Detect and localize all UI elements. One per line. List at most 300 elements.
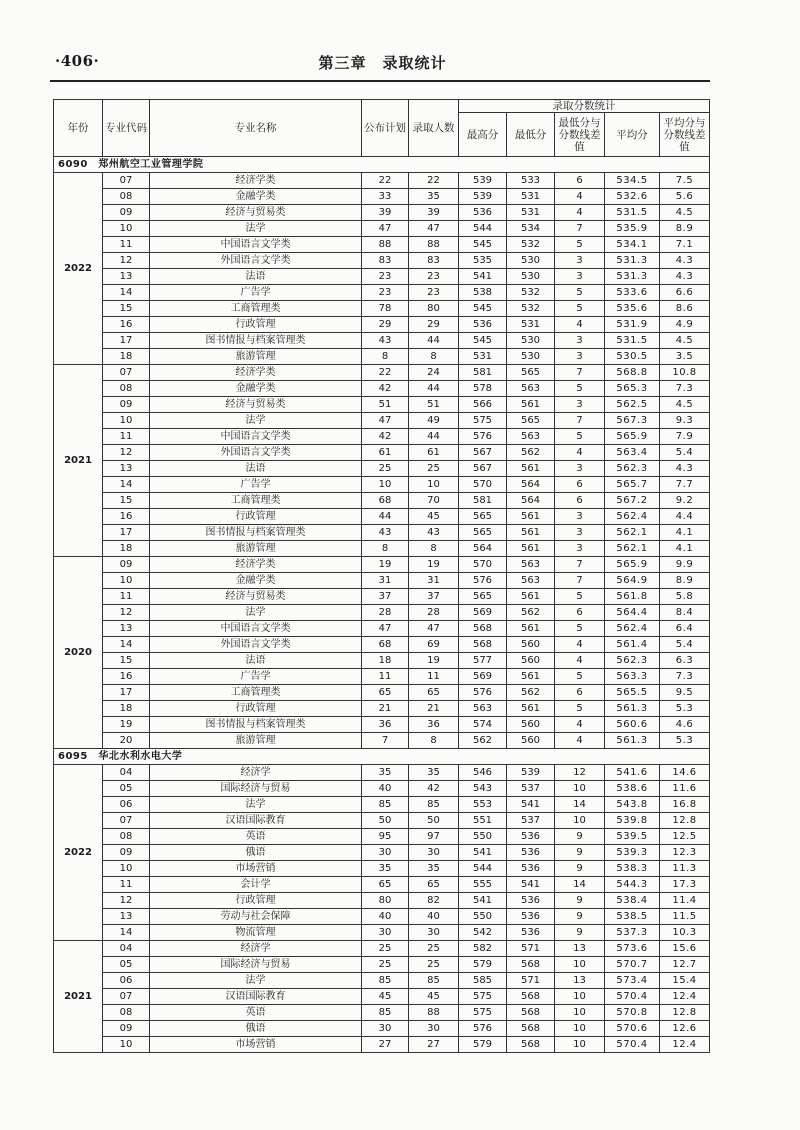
- admitted-cell: 85: [409, 797, 459, 813]
- mindiff-cell: 3: [555, 509, 605, 525]
- diff-cell: 7.5: [660, 173, 710, 189]
- table-body: [54, 157, 710, 1053]
- plan-cell: 11: [362, 669, 409, 685]
- avg-cell: 567.2: [605, 493, 660, 509]
- min-cell: 561: [507, 397, 555, 413]
- code-cell: 14: [103, 285, 150, 301]
- max-cell: 582: [459, 941, 507, 957]
- name-cell: 劳动与社会保障: [150, 909, 362, 925]
- diff-cell: 4.1: [660, 541, 710, 557]
- min-cell: 563: [507, 573, 555, 589]
- code-cell: 07: [103, 813, 150, 829]
- code-cell: 12: [103, 445, 150, 461]
- table-row: [54, 653, 710, 669]
- table-row: [54, 909, 710, 925]
- mindiff-cell: 7: [555, 365, 605, 381]
- avg-cell: 539.3: [605, 845, 660, 861]
- admitted-cell: 27: [409, 1037, 459, 1053]
- code-cell: 10: [103, 573, 150, 589]
- avg-cell: 531.3: [605, 269, 660, 285]
- max-cell: 575: [459, 989, 507, 1005]
- name-cell: 经济学类: [150, 365, 362, 381]
- header-min-diff: 最低分与分数线差值: [555, 113, 605, 157]
- avg-cell: 562.3: [605, 653, 660, 669]
- min-cell: 565: [507, 365, 555, 381]
- min-cell: 561: [507, 525, 555, 541]
- code-cell: 15: [103, 301, 150, 317]
- max-cell: 564: [459, 541, 507, 557]
- avg-cell: 562.1: [605, 525, 660, 541]
- admitted-cell: 88: [409, 237, 459, 253]
- name-cell: 图书情报与档案管理类: [150, 717, 362, 733]
- code-cell: 07: [103, 173, 150, 189]
- code-cell: 07: [103, 989, 150, 1005]
- diff-cell: 7.3: [660, 381, 710, 397]
- code-cell: 12: [103, 605, 150, 621]
- table-row: [54, 877, 710, 893]
- table-row: [54, 253, 710, 269]
- avg-cell: 560.6: [605, 717, 660, 733]
- admitted-cell: 36: [409, 717, 459, 733]
- admitted-cell: 8: [409, 733, 459, 749]
- name-cell: 中国语言文学类: [150, 237, 362, 253]
- min-cell: 536: [507, 925, 555, 941]
- max-cell: 538: [459, 285, 507, 301]
- avg-cell: 539.5: [605, 829, 660, 845]
- plan-cell: 47: [362, 621, 409, 637]
- diff-cell: 5.3: [660, 701, 710, 717]
- min-cell: 530: [507, 253, 555, 269]
- name-cell: 中国语言文学类: [150, 429, 362, 445]
- avg-cell: 537.3: [605, 925, 660, 941]
- code-cell: 14: [103, 477, 150, 493]
- max-cell: 581: [459, 365, 507, 381]
- avg-cell: 562.5: [605, 397, 660, 413]
- table-row: [54, 1005, 710, 1021]
- avg-cell: 530.5: [605, 349, 660, 365]
- avg-cell: 541.6: [605, 765, 660, 781]
- table-row: [54, 397, 710, 413]
- max-cell: 545: [459, 301, 507, 317]
- name-cell: 市场营销: [150, 1037, 362, 1053]
- max-cell: 568: [459, 637, 507, 653]
- avg-cell: 567.3: [605, 413, 660, 429]
- name-cell: 汉语国际教育: [150, 989, 362, 1005]
- plan-cell: 25: [362, 941, 409, 957]
- max-cell: 550: [459, 829, 507, 845]
- code-cell: 18: [103, 349, 150, 365]
- admitted-cell: 47: [409, 621, 459, 637]
- name-cell: 汉语国际教育: [150, 813, 362, 829]
- avg-cell: 533.6: [605, 285, 660, 301]
- name-cell: 广告学: [150, 669, 362, 685]
- header-code: 专业代码: [103, 100, 150, 157]
- min-cell: 532: [507, 301, 555, 317]
- diff-cell: 12.4: [660, 1037, 710, 1053]
- min-cell: 561: [507, 669, 555, 685]
- plan-cell: 36: [362, 717, 409, 733]
- name-cell: 法语: [150, 269, 362, 285]
- admitted-cell: 30: [409, 1021, 459, 1037]
- max-cell: 574: [459, 717, 507, 733]
- plan-cell: 88: [362, 237, 409, 253]
- table-row: [54, 1037, 710, 1053]
- plan-cell: 40: [362, 909, 409, 925]
- min-cell: 561: [507, 701, 555, 717]
- plan-cell: 47: [362, 221, 409, 237]
- mindiff-cell: 10: [555, 1005, 605, 1021]
- max-cell: 539: [459, 189, 507, 205]
- max-cell: 536: [459, 205, 507, 221]
- table-row: [54, 621, 710, 637]
- min-cell: 568: [507, 1005, 555, 1021]
- mindiff-cell: 6: [555, 493, 605, 509]
- name-cell: 市场营销: [150, 861, 362, 877]
- admission-stats-table: [53, 99, 710, 1053]
- name-cell: 行政管理: [150, 893, 362, 909]
- admitted-cell: 37: [409, 589, 459, 605]
- code-cell: 13: [103, 909, 150, 925]
- name-cell: 法学: [150, 605, 362, 621]
- admitted-cell: 44: [409, 381, 459, 397]
- avg-cell: 563.4: [605, 445, 660, 461]
- mindiff-cell: 9: [555, 893, 605, 909]
- table-row: [54, 957, 710, 973]
- avg-cell: 570.8: [605, 1005, 660, 1021]
- diff-cell: 9.3: [660, 413, 710, 429]
- code-cell: 05: [103, 957, 150, 973]
- name-cell: 工商管理类: [150, 493, 362, 509]
- name-cell: 物流管理: [150, 925, 362, 941]
- max-cell: 545: [459, 237, 507, 253]
- admitted-cell: 69: [409, 637, 459, 653]
- max-cell: 562: [459, 733, 507, 749]
- code-cell: 16: [103, 669, 150, 685]
- diff-cell: 11.6: [660, 781, 710, 797]
- avg-cell: 531.5: [605, 205, 660, 221]
- avg-cell: 562.4: [605, 621, 660, 637]
- admitted-cell: 44: [409, 429, 459, 445]
- min-cell: 533: [507, 173, 555, 189]
- admitted-cell: 44: [409, 333, 459, 349]
- plan-cell: 85: [362, 1005, 409, 1021]
- admitted-cell: 49: [409, 413, 459, 429]
- name-cell: 法学: [150, 413, 362, 429]
- admitted-cell: 28: [409, 605, 459, 621]
- diff-cell: 9.2: [660, 493, 710, 509]
- mindiff-cell: 6: [555, 173, 605, 189]
- diff-cell: 7.3: [660, 669, 710, 685]
- max-cell: 546: [459, 765, 507, 781]
- max-cell: 550: [459, 909, 507, 925]
- avg-cell: 531.9: [605, 317, 660, 333]
- admitted-cell: 88: [409, 1005, 459, 1021]
- mindiff-cell: 4: [555, 637, 605, 653]
- min-cell: 568: [507, 957, 555, 973]
- mindiff-cell: 4: [555, 445, 605, 461]
- admitted-cell: 19: [409, 557, 459, 573]
- avg-cell: 543.8: [605, 797, 660, 813]
- chapter-title: 第三章 录取统计: [318, 54, 447, 72]
- plan-cell: 30: [362, 845, 409, 861]
- mindiff-cell: 3: [555, 397, 605, 413]
- admitted-cell: 31: [409, 573, 459, 589]
- name-cell: 法学: [150, 221, 362, 237]
- code-cell: 10: [103, 221, 150, 237]
- table-row: [54, 301, 710, 317]
- diff-cell: 6.4: [660, 621, 710, 637]
- table-row: [54, 381, 710, 397]
- min-cell: 571: [507, 941, 555, 957]
- name-cell: 工商管理类: [150, 301, 362, 317]
- min-cell: 561: [507, 461, 555, 477]
- table-row: [54, 669, 710, 685]
- admitted-cell: 39: [409, 205, 459, 221]
- plan-cell: 39: [362, 205, 409, 221]
- table-row: [54, 269, 710, 285]
- mindiff-cell: 3: [555, 269, 605, 285]
- avg-cell: 531.5: [605, 333, 660, 349]
- year-cell: 2021: [54, 941, 103, 1053]
- table-row: [54, 349, 710, 365]
- year-cell: 2021: [54, 365, 103, 557]
- admitted-cell: 22: [409, 173, 459, 189]
- code-cell: 11: [103, 877, 150, 893]
- diff-cell: 12.7: [660, 957, 710, 973]
- diff-cell: 8.4: [660, 605, 710, 621]
- admitted-cell: 25: [409, 461, 459, 477]
- max-cell: 576: [459, 573, 507, 589]
- diff-cell: 10.8: [660, 365, 710, 381]
- header-avg-diff: 平均分与分数线差值: [660, 113, 710, 157]
- diff-cell: 8.6: [660, 301, 710, 317]
- table-row: [54, 973, 710, 989]
- avg-cell: 565.7: [605, 477, 660, 493]
- mindiff-cell: 13: [555, 941, 605, 957]
- year-cell: 2020: [54, 557, 103, 749]
- admitted-cell: 85: [409, 973, 459, 989]
- name-cell: 广告学: [150, 285, 362, 301]
- diff-cell: 3.5: [660, 349, 710, 365]
- code-cell: 08: [103, 189, 150, 205]
- admitted-cell: 25: [409, 941, 459, 957]
- code-cell: 17: [103, 333, 150, 349]
- admitted-cell: 11: [409, 669, 459, 685]
- mindiff-cell: 6: [555, 477, 605, 493]
- table-row: [54, 317, 710, 333]
- admitted-cell: 23: [409, 285, 459, 301]
- admitted-cell: 47: [409, 221, 459, 237]
- mindiff-cell: 3: [555, 461, 605, 477]
- mindiff-cell: 9: [555, 829, 605, 845]
- table-row: [54, 445, 710, 461]
- code-cell: 07: [103, 365, 150, 381]
- diff-cell: 4.3: [660, 253, 710, 269]
- code-cell: 08: [103, 381, 150, 397]
- mindiff-cell: 5: [555, 301, 605, 317]
- avg-cell: 532.6: [605, 189, 660, 205]
- mindiff-cell: 4: [555, 189, 605, 205]
- diff-cell: 5.6: [660, 189, 710, 205]
- table-row: [54, 557, 710, 573]
- max-cell: 570: [459, 477, 507, 493]
- mindiff-cell: 6: [555, 605, 605, 621]
- admitted-cell: 8: [409, 349, 459, 365]
- name-cell: 英语: [150, 829, 362, 845]
- name-cell: 英语: [150, 1005, 362, 1021]
- code-cell: 11: [103, 589, 150, 605]
- avg-cell: 573.4: [605, 973, 660, 989]
- admitted-cell: 35: [409, 765, 459, 781]
- diff-cell: 11.4: [660, 893, 710, 909]
- avg-cell: 538.3: [605, 861, 660, 877]
- admitted-cell: 21: [409, 701, 459, 717]
- mindiff-cell: 4: [555, 733, 605, 749]
- table-row: [54, 829, 710, 845]
- avg-cell: 534.1: [605, 237, 660, 253]
- table-row: [54, 525, 710, 541]
- name-cell: 旅游管理: [150, 733, 362, 749]
- avg-cell: 535.9: [605, 221, 660, 237]
- avg-cell: 565.3: [605, 381, 660, 397]
- min-cell: 530: [507, 333, 555, 349]
- plan-cell: 43: [362, 525, 409, 541]
- max-cell: 541: [459, 269, 507, 285]
- code-cell: 04: [103, 765, 150, 781]
- plan-cell: 27: [362, 1037, 409, 1053]
- min-cell: 568: [507, 1037, 555, 1053]
- code-cell: 13: [103, 621, 150, 637]
- mindiff-cell: 4: [555, 653, 605, 669]
- plan-cell: 83: [362, 253, 409, 269]
- diff-cell: 10.3: [660, 925, 710, 941]
- code-cell: 06: [103, 973, 150, 989]
- admitted-cell: 30: [409, 845, 459, 861]
- mindiff-cell: 5: [555, 669, 605, 685]
- table-row: [54, 509, 710, 525]
- max-cell: 567: [459, 445, 507, 461]
- diff-cell: 5.3: [660, 733, 710, 749]
- min-cell: 536: [507, 893, 555, 909]
- name-cell: 会计学: [150, 877, 362, 893]
- code-cell: 15: [103, 493, 150, 509]
- admitted-cell: 45: [409, 509, 459, 525]
- mindiff-cell: 10: [555, 1037, 605, 1053]
- avg-cell: 570.4: [605, 989, 660, 1005]
- plan-cell: 8: [362, 541, 409, 557]
- min-cell: 531: [507, 189, 555, 205]
- mindiff-cell: 10: [555, 813, 605, 829]
- code-cell: 09: [103, 1021, 150, 1037]
- diff-cell: 11.5: [660, 909, 710, 925]
- name-cell: 工商管理类: [150, 685, 362, 701]
- name-cell: 金融学类: [150, 381, 362, 397]
- table-row: [54, 797, 710, 813]
- plan-cell: 43: [362, 333, 409, 349]
- max-cell: 544: [459, 221, 507, 237]
- diff-cell: 4.5: [660, 205, 710, 221]
- min-cell: 537: [507, 781, 555, 797]
- diff-cell: 7.9: [660, 429, 710, 445]
- diff-cell: 4.5: [660, 397, 710, 413]
- plan-cell: 51: [362, 397, 409, 413]
- university-label: 6095 华北水利水电大学: [54, 749, 710, 765]
- admitted-cell: 45: [409, 989, 459, 1005]
- page-number: ·406·: [55, 52, 100, 70]
- mindiff-cell: 3: [555, 525, 605, 541]
- avg-cell: 531.3: [605, 253, 660, 269]
- diff-cell: 4.4: [660, 509, 710, 525]
- table-row: [54, 189, 710, 205]
- mindiff-cell: 4: [555, 317, 605, 333]
- admitted-cell: 70: [409, 493, 459, 509]
- code-cell: 06: [103, 797, 150, 813]
- code-cell: 08: [103, 829, 150, 845]
- plan-cell: 23: [362, 269, 409, 285]
- code-cell: 16: [103, 509, 150, 525]
- mindiff-cell: 5: [555, 589, 605, 605]
- min-cell: 537: [507, 813, 555, 829]
- diff-cell: 12.4: [660, 989, 710, 1005]
- name-cell: 法语: [150, 461, 362, 477]
- avg-cell: 561.3: [605, 733, 660, 749]
- min-cell: 563: [507, 429, 555, 445]
- plan-cell: 40: [362, 781, 409, 797]
- university-row: [54, 749, 710, 765]
- table-row: [54, 237, 710, 253]
- plan-cell: 33: [362, 189, 409, 205]
- table-row: [54, 493, 710, 509]
- code-cell: 13: [103, 461, 150, 477]
- diff-cell: 12.8: [660, 1005, 710, 1021]
- code-cell: 16: [103, 317, 150, 333]
- code-cell: 09: [103, 205, 150, 221]
- name-cell: 俄语: [150, 845, 362, 861]
- avg-cell: 534.5: [605, 173, 660, 189]
- plan-cell: 45: [362, 989, 409, 1005]
- plan-cell: 21: [362, 701, 409, 717]
- avg-cell: 570.6: [605, 1021, 660, 1037]
- diff-cell: 5.4: [660, 637, 710, 653]
- name-cell: 金融学类: [150, 573, 362, 589]
- max-cell: 565: [459, 525, 507, 541]
- plan-cell: 50: [362, 813, 409, 829]
- mindiff-cell: 5: [555, 429, 605, 445]
- admitted-cell: 80: [409, 301, 459, 317]
- min-cell: 534: [507, 221, 555, 237]
- mindiff-cell: 5: [555, 285, 605, 301]
- plan-cell: 31: [362, 573, 409, 589]
- plan-cell: 28: [362, 605, 409, 621]
- mindiff-cell: 7: [555, 221, 605, 237]
- plan-cell: 42: [362, 381, 409, 397]
- table-row: [54, 989, 710, 1005]
- mindiff-cell: 3: [555, 349, 605, 365]
- min-cell: 560: [507, 653, 555, 669]
- admitted-cell: 10: [409, 477, 459, 493]
- code-cell: 20: [103, 733, 150, 749]
- table-row: [54, 541, 710, 557]
- table-row: [54, 221, 710, 237]
- max-cell: 575: [459, 1005, 507, 1021]
- table-row: [54, 637, 710, 653]
- table-row: [54, 765, 710, 781]
- admitted-cell: 65: [409, 877, 459, 893]
- name-cell: 旅游管理: [150, 349, 362, 365]
- name-cell: 图书情报与档案管理类: [150, 525, 362, 541]
- mindiff-cell: 12: [555, 765, 605, 781]
- min-cell: 561: [507, 541, 555, 557]
